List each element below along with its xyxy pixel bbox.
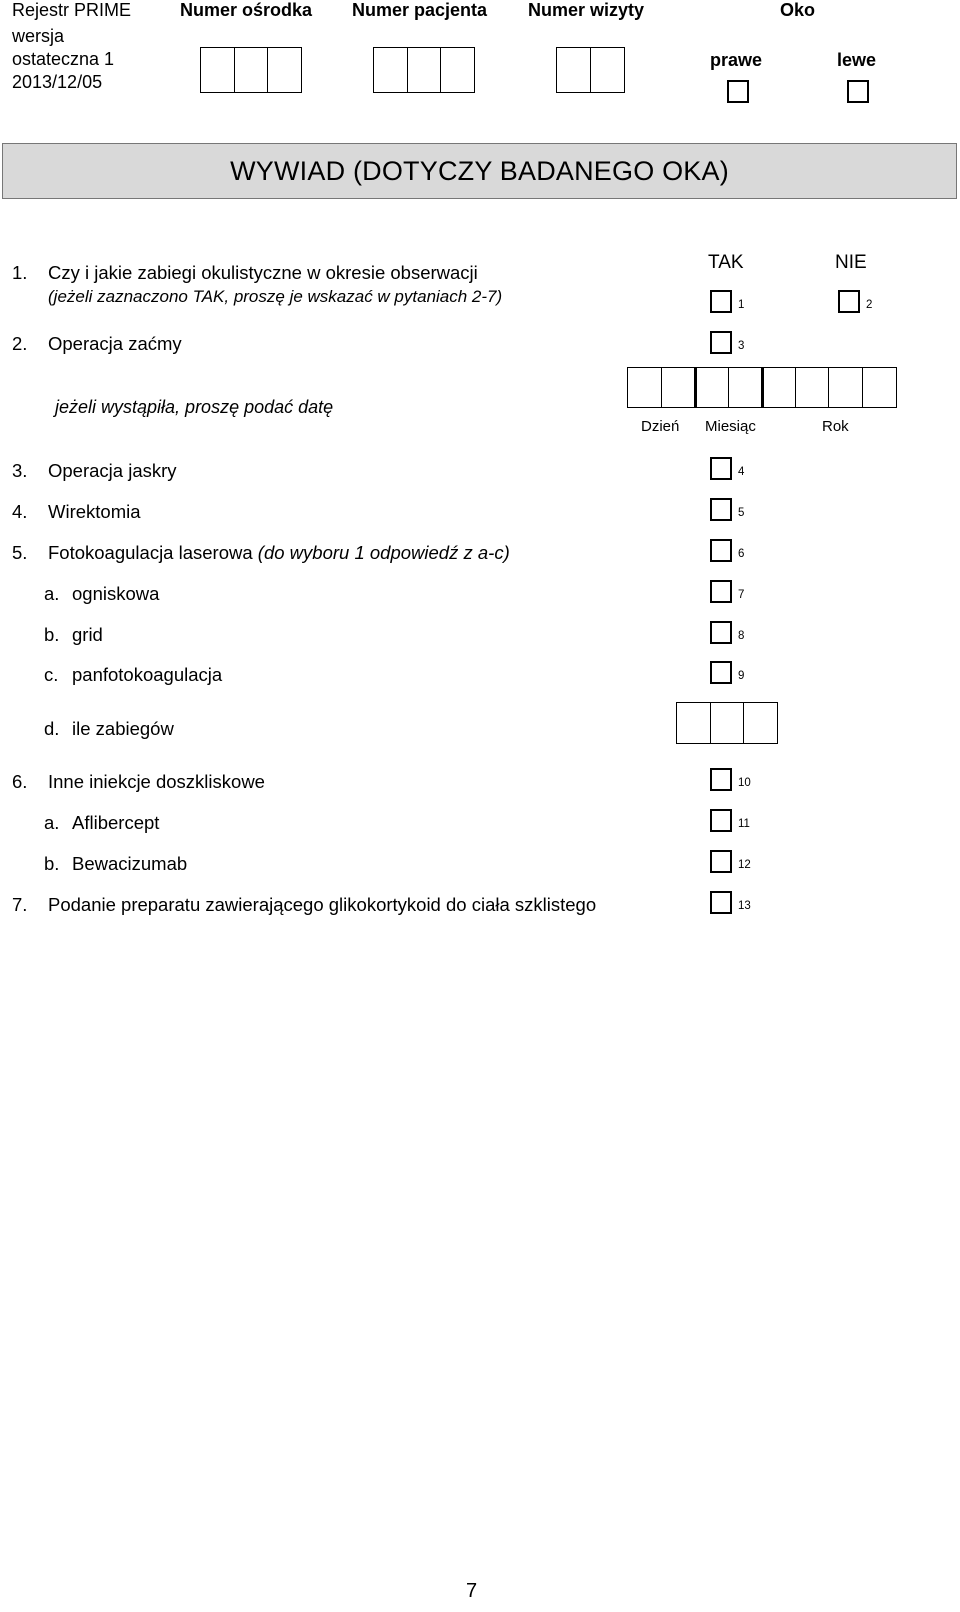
question-5a-checkbox[interactable] xyxy=(710,580,732,603)
question-4-text: Wirektomia xyxy=(48,501,141,522)
question-5-checkbox[interactable] xyxy=(710,539,732,562)
question-5c xyxy=(44,664,222,686)
question-4-number: 4. xyxy=(12,501,28,522)
date-day-cell[interactable] xyxy=(661,367,696,408)
question-3-text: Operacja jaskry xyxy=(48,460,177,481)
visit-number-cell[interactable] xyxy=(556,47,591,93)
date-day-cell[interactable] xyxy=(627,367,662,408)
question-5-number: 5. xyxy=(12,542,28,563)
question-3-code: 4 xyxy=(738,466,745,478)
page-number: 7 xyxy=(466,1580,478,1602)
question-7 xyxy=(12,894,596,916)
patient-number-cells xyxy=(373,47,475,93)
no-header: NIE xyxy=(835,252,867,273)
question-2 xyxy=(12,333,182,355)
question-5a-code: 7 xyxy=(738,589,745,601)
question-5-instruction: (do wyboru 1 odpowiedź z a-c) xyxy=(257,542,510,563)
question-2-code: 3 xyxy=(738,340,745,352)
question-6b-code: 12 xyxy=(738,859,751,871)
visit-number-label: Numer wizyty xyxy=(528,0,645,20)
date-year-cell[interactable] xyxy=(795,367,830,408)
question-5b-checkbox[interactable] xyxy=(710,621,732,644)
question-7-checkbox[interactable] xyxy=(710,891,732,914)
month-label: Miesiąc xyxy=(705,418,756,435)
question-5d xyxy=(44,718,174,740)
question-5c-code: 9 xyxy=(738,670,745,682)
question-1-yes-checkbox[interactable] xyxy=(710,290,732,313)
eye-label: Oko xyxy=(780,0,816,20)
patient-number-label: Numer pacjenta xyxy=(352,0,488,20)
question-1-text: Czy i jakie zabiegi okulistyczne w okresie obserwacji xyxy=(48,262,478,283)
question-6a-text: Aflibercept xyxy=(72,812,160,833)
question-6-number: 6. xyxy=(12,771,28,792)
question-5b-text: grid xyxy=(72,624,103,645)
treatment-count-cells xyxy=(676,702,778,744)
visit-number-cell[interactable] xyxy=(590,47,625,93)
treatment-count-cell[interactable] xyxy=(743,702,778,744)
question-5b xyxy=(44,624,103,646)
question-5-code: 6 xyxy=(738,548,745,560)
question-6-text: Inne iniekcje doszkliskowe xyxy=(48,771,265,792)
question-6b-checkbox[interactable] xyxy=(710,850,732,873)
question-5c-letter: c. xyxy=(44,664,59,685)
version-value: ostateczna 1 xyxy=(12,49,115,69)
patient-number-cell[interactable] xyxy=(440,47,475,93)
question-2-text: Operacja zaćmy xyxy=(48,333,182,354)
date-year-cell[interactable] xyxy=(761,367,796,408)
question-6-checkbox[interactable] xyxy=(710,768,732,791)
question-5c-text: panfotokoagulacja xyxy=(72,664,223,685)
question-6a-checkbox[interactable] xyxy=(710,809,732,832)
question-3 xyxy=(12,460,177,482)
question-6a-code: 11 xyxy=(738,818,750,830)
section-title: WYWIAD (DOTYCZY BADANEGO OKA) xyxy=(2,143,957,199)
question-4 xyxy=(12,501,141,523)
version-date: 2013/12/05 xyxy=(12,72,103,92)
question-5 xyxy=(12,542,510,564)
question-5b-letter: b. xyxy=(44,624,60,645)
center-number-label: Numer ośrodka xyxy=(180,0,313,20)
question-5c-checkbox[interactable] xyxy=(710,661,732,684)
question-6b-text: Bewacizumab xyxy=(72,853,188,874)
center-number-cell[interactable] xyxy=(234,47,269,93)
date-month-cell[interactable] xyxy=(728,367,763,408)
question-1-note: (jeżeli zaznaczono TAK, proszę je wskazać w pytaniach 2-7) xyxy=(48,287,503,306)
date-prompt: jeżeli wystąpiła, proszę podać datę xyxy=(55,397,334,417)
date-month-cell[interactable] xyxy=(694,367,729,408)
question-5a xyxy=(44,583,159,605)
question-5-text: Fotokoagulacja laserowa xyxy=(48,542,253,563)
date-year-cell[interactable] xyxy=(828,367,863,408)
question-3-number: 3. xyxy=(12,460,28,481)
left-eye-label: lewe xyxy=(837,50,877,70)
question-7-text: Podanie preparatu zawierającego glikokortykoid do ciała szklistego xyxy=(48,894,597,915)
right-eye-label: prawe xyxy=(710,50,763,70)
question-5b-code: 8 xyxy=(738,630,745,642)
question-6b-letter: b. xyxy=(44,853,60,874)
question-6a-letter: a. xyxy=(44,812,60,833)
patient-number-cell[interactable] xyxy=(407,47,442,93)
left-eye-checkbox[interactable] xyxy=(847,80,869,103)
question-4-code: 5 xyxy=(738,507,745,519)
question-1-no-checkbox[interactable] xyxy=(838,290,860,313)
year-label: Rok xyxy=(822,418,849,435)
question-3-checkbox[interactable] xyxy=(710,457,732,480)
question-1-number: 1. xyxy=(12,262,28,283)
visit-number-cells xyxy=(556,47,625,93)
treatment-count-cell[interactable] xyxy=(676,702,711,744)
center-number-cell[interactable] xyxy=(200,47,235,93)
question-2-checkbox[interactable] xyxy=(710,331,732,354)
center-number-cell[interactable] xyxy=(267,47,302,93)
question-7-number: 7. xyxy=(12,894,28,915)
center-number-cells xyxy=(200,47,302,93)
right-eye-checkbox[interactable] xyxy=(727,80,749,103)
question-4-checkbox[interactable] xyxy=(710,498,732,521)
date-year-cell[interactable] xyxy=(862,367,897,408)
question-1 xyxy=(12,262,478,284)
question-5d-text: ile zabiegów xyxy=(72,718,174,739)
question-2-number: 2. xyxy=(12,333,28,354)
question-5a-text: ogniskowa xyxy=(72,583,160,604)
version-label: wersja xyxy=(12,26,65,46)
patient-number-cell[interactable] xyxy=(373,47,408,93)
question-6-code: 10 xyxy=(738,777,751,789)
question-6 xyxy=(12,771,265,793)
question-6a xyxy=(44,812,159,834)
registry-name: Rejestr PRIME xyxy=(12,0,132,20)
question-5a-letter: a. xyxy=(44,583,60,604)
surgery-date-cells xyxy=(627,367,897,408)
treatment-count-cell[interactable] xyxy=(710,702,745,744)
question-1-yes-code: 1 xyxy=(738,299,745,311)
question-7-code: 13 xyxy=(738,900,751,912)
question-1-no-code: 2 xyxy=(866,299,873,311)
question-5d-letter: d. xyxy=(44,718,60,739)
question-6b xyxy=(44,853,187,875)
day-label: Dzień xyxy=(641,418,680,435)
yes-header: TAK xyxy=(708,252,744,273)
